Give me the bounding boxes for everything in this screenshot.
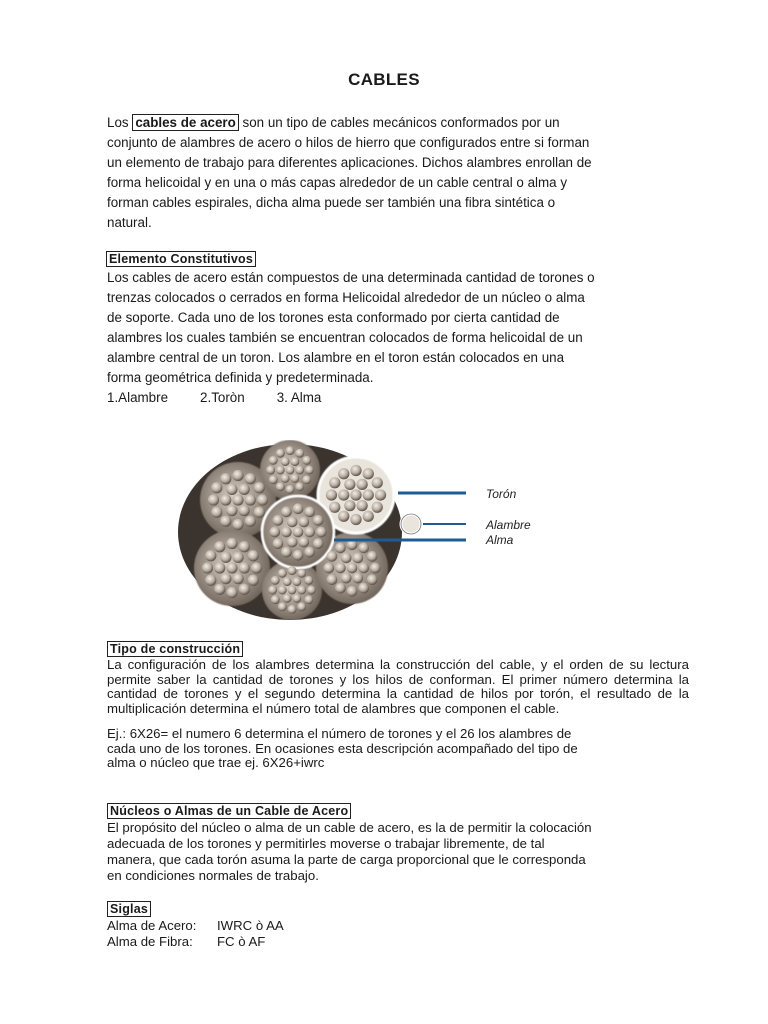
wire-circle [335,563,346,574]
sigla-key: Alma de Fibra: [107,934,193,949]
wire-circle [292,577,301,586]
wire-circle [288,605,297,614]
wire-circle [341,553,352,564]
wire-circle [375,489,386,500]
wire-circle [269,527,280,538]
wire-circle [316,527,327,538]
wire-circle [239,562,250,573]
wire-circle [248,575,259,586]
wire-circle [307,586,316,595]
wire-circle [245,473,256,484]
intro-line: forman cables espirales, dicha alma puede ser también una fibra sintética o [107,195,556,210]
wire-circle [358,583,369,594]
component-item: 1.Alambre [107,390,169,405]
wire-circle [254,507,265,518]
wire-circle [304,576,313,585]
body-line: de soporte. Cada uno de los torones esta conformado por cierta cantidad de [107,310,560,325]
wire-circle [290,474,299,483]
wire-circle [347,563,358,574]
wire-circle [363,489,374,500]
example-line: alma o núcleo que trae ej. 6X26+iwrc [107,755,325,770]
intro-line: natural. [107,215,152,230]
wire-circle [295,466,304,475]
wire-circle [232,470,243,481]
wire-circle [238,484,249,495]
wire-circle [287,517,298,528]
section-heading: Tipo de construcción [107,641,243,657]
wire-circle [293,527,304,538]
wire-circle [302,475,311,484]
sigla-row [107,934,507,950]
wire-circle [283,594,292,603]
wire-circle [273,515,284,526]
wire-circle [352,553,363,564]
wire-circle [356,479,367,490]
cable-cross-section-figure [170,440,550,620]
wire-circle [326,489,337,500]
section-heading: Siglas [107,901,151,917]
wire-circle [304,527,315,538]
wire-circle [281,507,292,518]
wire-circle [287,537,298,548]
wire-circle [239,584,250,595]
wire-circle [338,489,349,500]
intro-line: forma helicoidal y en una o más capas alrededor de un cable central o alma y [107,175,568,190]
alambre-label: Alambre [486,518,531,532]
wire-circle [288,566,297,575]
wire-circle [367,551,378,562]
wire-circle [245,516,256,527]
construccion-body: La configuración de los alambres determina la construcción del cable, y el orden de su lectura permite saber la cantidad de torones y los hilos de conforman. El primer número determina la cantidad de torones y el segundo determina la cantidad de hilos por torón, el resultado de la multiplicación determina el número total de alambres que componen el cable. [107,657,689,716]
wire-circle [226,538,237,549]
intro-line: conjunto de alambres de acero o hilos de hierro que configurados entre si forman [107,135,590,150]
wire-circle [313,538,324,549]
body-line: El propósito del núcleo o alma de un cable de acero, es la de permitir la colocación [107,820,592,835]
wire-circle [251,562,262,573]
sigla-key: Alma de Acero: [107,918,197,933]
toron-label: Torón [486,487,517,501]
wire-circle [269,475,278,484]
wire-circle [350,514,361,525]
wire-circle [323,563,334,574]
sigla-value: IWRC ò AA [217,918,284,933]
wire-circle [202,562,213,573]
intro-prefix: Los [107,115,133,130]
wire-circle [298,517,309,528]
wire-circle [344,500,355,511]
wire-circle [278,586,287,595]
wire-circle [297,586,306,595]
wire-circle [238,505,249,516]
section-heading: Elemento Constitutivos [106,251,256,267]
wire-circle [341,573,352,584]
wire-circle [352,573,363,584]
wire-circle [335,543,346,554]
wire-circle [248,550,259,561]
wire-circle [338,511,349,522]
body-line: forma geométrica definida y predeterminada. [107,370,374,385]
wire-circle [297,602,306,611]
page-title: CABLES [348,70,420,89]
wire-circle [226,505,237,516]
wire-circle [286,466,295,475]
wire-circle [295,482,304,491]
alma-label: Alma [486,533,514,547]
wire-circle [276,482,285,491]
wire-circle [214,562,225,573]
wire-circle [367,574,378,585]
wire-circle [276,466,285,475]
wire-circle [358,563,369,574]
intro-text: son un tipo de cables mecánicos conformados por un [238,115,560,130]
wire-circle [286,485,295,494]
wire-circle [297,569,306,578]
intro-paragraph [107,113,637,233]
wire-circle [232,519,243,530]
intro-line-1 [107,113,637,133]
wire-circle [220,573,231,584]
wire-circle [305,466,314,475]
wire-circle [268,586,277,595]
wire-circle [214,541,225,552]
wire-circle [304,595,313,604]
wire-circle [344,479,355,490]
wire-circle [211,507,222,518]
wire-circle [363,468,374,479]
wire-circle [281,474,290,483]
wire-circle [281,527,292,538]
wire-circle [370,563,381,574]
wire-circle [288,586,297,595]
wire-circle [278,569,287,578]
section-elementos [107,250,662,408]
wire-circle [290,457,299,466]
wire-circle [335,583,346,594]
wire-circle [350,465,361,476]
body-line: adecuada de los torones y permitirles moverse o trabajar libremente, de tal [107,836,545,851]
wire-circle [232,573,243,584]
cable-cross-section-image [170,440,550,620]
wire-circle [271,576,280,585]
wire-circle [226,484,237,495]
body-line: alambre central de un toron. Los alambre en el toron están colocados en una [107,350,565,365]
section-nucleos [107,802,689,884]
wire-circle [358,543,369,554]
sigla-value: FC ò AF [217,934,266,949]
wire-circle [211,482,222,493]
wire-circle [304,507,315,518]
wire-circle [226,562,237,573]
wire-circle [245,494,256,505]
wire-circle [281,547,292,558]
body-line: trenzas colocados o cerrados en forma Helicoidal alrededor de un núcleo o alma [107,290,585,305]
wire-circle [232,494,243,505]
intro-term: cables de acero [132,114,239,131]
wire-circle [363,511,374,522]
wire-circle [239,541,250,552]
wire-circle [372,477,383,488]
wire-circle [298,537,309,548]
wire-circle [329,502,340,513]
wire-circle [302,456,311,465]
body-line: Los cables de acero están compuestos de una determinada cantidad de torones o [107,270,595,285]
wire-circle [350,489,361,500]
wire-circle [266,466,275,475]
wire-circle [372,502,383,513]
wire-circle [208,494,219,505]
sigla-row [107,918,507,934]
wire-circle [281,457,290,466]
wire-circle [232,552,243,563]
wire-circle [293,503,304,514]
section-siglas [107,900,507,950]
section-heading: Núcleos o Almas de un Cable de Acero [107,803,351,819]
body-line: alambres los cuales también se encuentran colocados de forma helicoidal de un [107,330,583,345]
wire-circle [347,586,358,597]
component-item: 2.Toròn [200,390,245,405]
wire-circle [356,500,367,511]
wire-circle [329,477,340,488]
wire-circle [283,577,292,586]
wire-circle [214,584,225,595]
wire-circle [276,449,285,458]
wire-circle [278,602,287,611]
wire-circle [220,494,231,505]
example-line: cada uno de los torones. En ocasiones esta descripción acompañado del tipo de [107,740,578,756]
body-line: manera, que cada torón asuma la parte de carga proporcional que le corresponda [107,852,586,867]
wire-circle [220,473,231,484]
wire-circle [205,550,216,561]
wire-circle [293,550,304,561]
component-list [107,388,662,408]
wire-circle [304,547,315,558]
wire-circle [226,587,237,598]
component-item: 3. Alma [276,390,322,405]
wire-circle [271,595,280,604]
example-line: Ej.: 6X26= el numero 6 determina el número de torones y el 26 los alambres de [107,726,572,741]
wire-circle [205,575,216,586]
wire-circle [338,468,349,479]
wire-circle [254,482,265,493]
wire-circle [269,456,278,465]
wire-circle [295,449,304,458]
wire-circle [292,594,301,603]
wire-circle [220,516,231,527]
intro-line: un elemento de trabajo para diferentes aplicaciones. Dichos alambres enrollan de [107,155,592,170]
wire-circle [220,552,231,563]
wire-circle [257,494,268,505]
section-construccion [107,640,689,771]
wire-circle [327,551,338,562]
wire-circle [286,446,295,455]
wire-circle [313,515,324,526]
wire-circle [273,538,284,549]
wire-circle [327,574,338,585]
body-line: en condiciones normales de trabajo. [107,868,319,883]
